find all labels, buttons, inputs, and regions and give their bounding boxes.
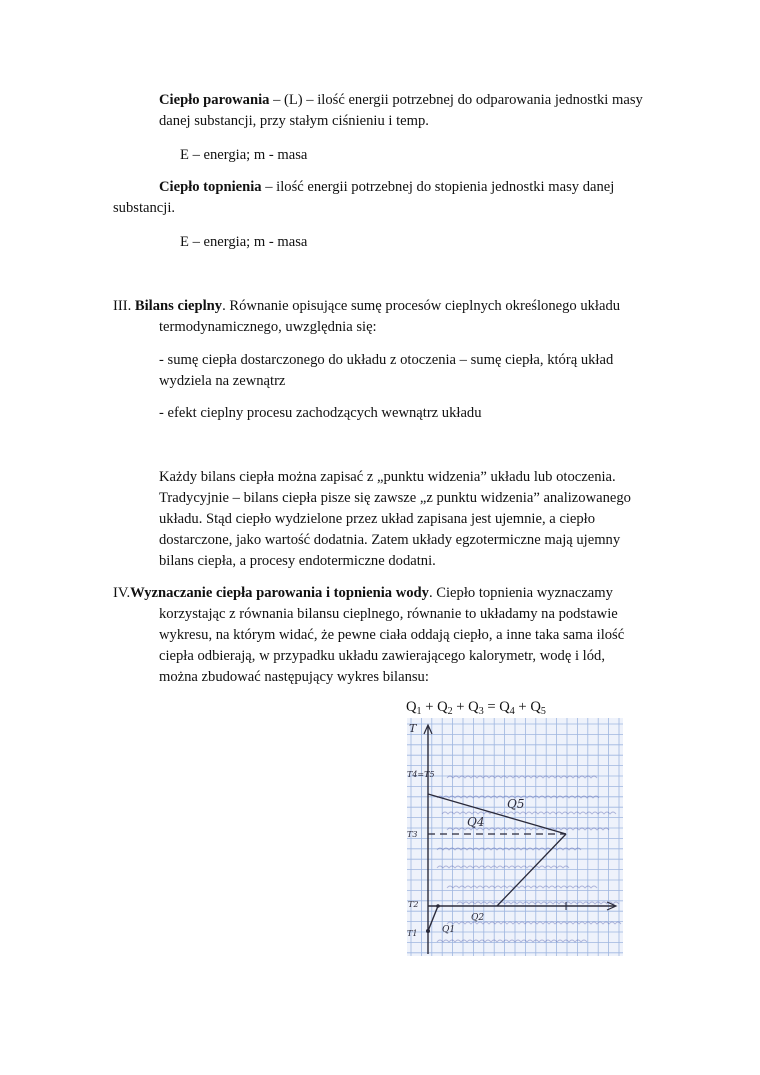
eq-sub: 2 [447,706,453,717]
vaporization-legend: E – energia; m - masa [180,147,308,163]
heat-balance-term: Bilans cieplny [134,298,223,314]
eq-q: Q [468,699,479,715]
tick-label-t4-t5: T4=T5 [407,770,435,779]
eq-sub: 1 [416,706,422,717]
determination-line: ciepła odbierają, w przypadku układu zawierającego kalorymetr, wodę i lód, [159,648,605,664]
eq-op: + [452,699,469,715]
eq-op: + [514,699,531,715]
tick-label-t3: T3 [407,830,418,839]
determination-heading [113,583,613,604]
eq-sub: 3 [478,706,484,717]
fusion-definition-line2: substancji. [113,200,176,216]
fusion-definition-text: – ilość energii potrzebnej do stopienia jednostki masy danej [261,179,615,195]
paragraph-line: układu. Stąd ciepło wydzielone przez układ zapisana jest ujemnie, a ciepło [159,511,596,527]
eq-op: + [421,699,438,715]
determination-term: Wyznaczanie ciepła parowania i topnienia wody [130,585,429,601]
label-q2: Q2 [471,913,485,923]
point-t2 [436,904,440,908]
vaporization-definition-line1 [159,90,643,111]
paragraph-line: dostarczone, jako wartość dodatnia. Zatem układy egzotermiczne mają ujemny [159,532,621,548]
tick-label-t2: T2 [408,900,419,909]
eq-op: = [483,699,500,715]
eq-sub: 4 [509,706,515,717]
eq-q: Q [499,699,510,715]
y-axis-label: T [409,722,417,735]
determination-line: wykresu, na którym widać, że pewne ciała oddają ciepło, a inne taka sama ilość [159,627,625,643]
heat-balance-bullet1-line1: - sumę ciepła dostarczonego do układu z otoczenia – sumę ciepła, którą układ [159,352,614,368]
section-numeral: IV. [113,585,131,601]
eq-q: Q [530,699,541,715]
determination-line: można zbudować następujący wykres bilansu: [159,669,429,685]
label-q1: Q1 [442,925,456,935]
vaporization-definition-text: – (L) – ilość energii potrzebnej do odparowania jednostki masy [269,92,643,108]
fusion-definition-line1 [159,177,614,198]
heat-balance-line2: termodynamicznego, uwzględnia się: [159,319,377,335]
vaporization-term: Ciepło parowania [159,92,270,108]
determination-line: korzystając z równania bilansu cieplnego, równanie to układamy na podstawie [159,606,618,622]
point-t1 [426,929,430,933]
heat-balance-heading [113,296,620,317]
tick-label-t1: T1 [407,929,418,938]
heat-balance-text: . Równanie opisujące sumę procesów cieplnych określonego układu [222,298,621,314]
eq-sub: 5 [540,706,546,717]
section-numeral: III. [113,298,132,314]
eq-q: Q [406,699,417,715]
heat-balance-bullet2: - efekt cieplny procesu zachodzących wewnątrz układu [159,405,482,421]
determination-text: . Ciepło topnienia wyznaczamy [428,585,613,601]
label-q5: Q5 [507,797,525,811]
fusion-legend: E – energia; m - masa [180,234,308,250]
label-q4: Q4 [467,815,485,829]
paragraph-line: bilans ciepła, a procesy endotermiczne dodatni. [159,553,436,569]
paragraph-line: Każdy bilans ciepła można zapisać z „punktu widzenia” układu lub otoczenia. [159,469,616,485]
heat-balance-bullet1-line2: wydziela na zewnątrz [159,373,286,389]
paragraph-line: Tradycyjnie – bilans ciepła pisze się zawsze „z punktu widzenia” analizowanego [159,490,631,506]
fusion-term: Ciepło topnienia [159,179,262,195]
eq-q: Q [437,699,448,715]
heat-balance-sketch [407,718,623,956]
vaporization-definition-line2: danej substancji, przy stałym ciśnieniu i temp. [159,113,429,129]
